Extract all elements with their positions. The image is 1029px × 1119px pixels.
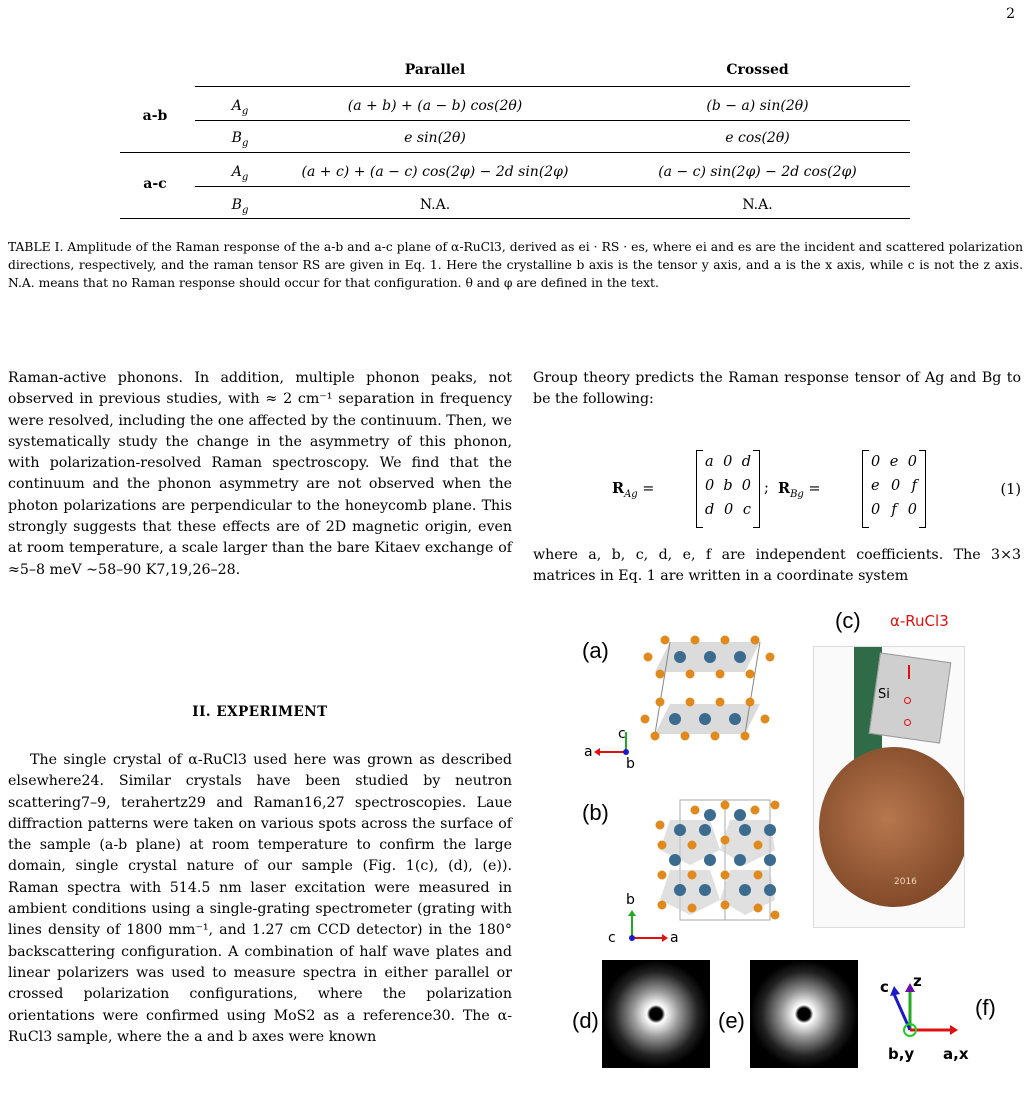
axis-c-label: c — [880, 978, 889, 996]
axis-ax-label: a,x — [943, 1045, 969, 1063]
symmetry-label: $B_g$ — [231, 130, 249, 149]
right-paragraph-1: Group theory predicts the Raman response tensor of Ag and Bg to be the following: — [533, 370, 1021, 408]
axes-f-icon — [880, 980, 960, 1050]
panel-d-label: (d) — [572, 1008, 599, 1033]
page-number: 2 — [1006, 6, 1015, 22]
coin — [819, 747, 965, 907]
equation-1 — [600, 450, 1020, 530]
table-caption: TABLE I. Amplitude of the Raman response of the a-b and a-c plane of α-RuCl3, derived as ei · RS · es, where ei and es are the incident and scattered polarization directions, respectively, and the raman tensor RS are given in Eq. 1. Here the crystalline b axis is the tensor y axis, and a is the x axis, while c is not the z axis. N.A. means that no Raman response should occur for that configuration. θ and φ are defined in the text. — [8, 240, 1023, 290]
tensor-b-label: $R_{Bg}$ = — [778, 480, 821, 500]
rule — [120, 218, 910, 219]
rule — [120, 152, 910, 153]
crossed-cell: (a − c) sin(2φ) − 2d cos(2φ) — [658, 164, 857, 180]
sample-pointer — [908, 665, 910, 679]
symmetry-label: $A_g$ — [231, 98, 249, 117]
symmetry-label: $A_g$ — [231, 164, 249, 183]
axis-c-label: c — [618, 726, 626, 742]
tensor-a-label: $R_{Ag}$ = — [612, 480, 655, 500]
rule — [195, 186, 910, 187]
parallel-cell: (a + c) + (a − c) cos(2φ) − 2d sin(2φ) — [301, 164, 569, 180]
panel-c-label: (c) — [835, 608, 861, 633]
laue-spot — [904, 719, 911, 726]
crystal-side-view — [630, 612, 790, 762]
panel-a-label: (a) — [582, 638, 609, 663]
plane-label: a-c — [143, 176, 167, 192]
axis-b-label: b — [626, 892, 635, 908]
laue-pattern-e — [750, 960, 858, 1068]
crossed-cell: N.A. — [742, 197, 773, 213]
matrix-a: a 0 d 0 b 0 d 0 c — [696, 450, 760, 528]
rule — [195, 86, 910, 87]
plane-label: a-b — [142, 108, 168, 124]
parallel-cell: (a + b) + (a − b) cos(2θ) — [347, 98, 523, 114]
panel-e-label: (e) — [718, 1008, 745, 1033]
section-heading: II. EXPERIMENT — [192, 704, 328, 720]
crossed-cell: (b − a) sin(2θ) — [706, 98, 809, 114]
separator: ; — [764, 480, 769, 496]
parallel-cell: e sin(2θ) — [404, 130, 466, 146]
sample-photo — [813, 646, 965, 928]
equation-number: (1) — [1000, 482, 1021, 498]
header-crossed: Crossed — [726, 62, 789, 78]
axis-z-label: z — [913, 972, 922, 990]
panel-b-label: (b) — [582, 800, 609, 825]
panel-f-label: (f) — [975, 995, 996, 1020]
coin-year: 2016 — [894, 877, 917, 887]
laue-pattern-d — [602, 960, 710, 1068]
laue-spot — [904, 697, 911, 704]
symmetry-label: $B_g$ — [231, 197, 249, 216]
sample-label: α-RuCl3 — [890, 612, 949, 630]
axis-c-label: c — [608, 930, 616, 946]
axes-b-icon — [622, 902, 692, 947]
si-label: Si — [878, 687, 890, 702]
matrix-b: 0 e 0 e 0 f 0 f 0 — [862, 450, 926, 528]
rule — [195, 120, 910, 121]
header-parallel: Parallel — [404, 62, 466, 78]
parallel-cell: N.A. — [419, 197, 451, 213]
axis-a-label: a — [584, 744, 593, 760]
axis-by-label: b,y — [888, 1045, 915, 1063]
figure-1 — [570, 610, 1020, 1080]
axis-b-label: b — [626, 756, 635, 772]
crossed-cell: e cos(2θ) — [725, 130, 790, 146]
right-paragraph-2: where a, b, c, d, e, f are independent coefficients. The 3×3 matrices in Eq. 1 are written in a coordinate system — [533, 547, 1021, 585]
left-paragraph-2: The single crystal of α-RuCl3 used here was grown as described elsewhere24. Similar crystals have been studied by neutron scattering7–9, terahertz29 and Raman16,27 spectroscopies. Laue diffraction patterns were taken on various spots across the surface of the sample (a-b plane) at room temperature to confirm the large domain, single crystal nature of our sample (Fig. 1(c), (d), (e)). Raman spectra with 514.5 nm laser excitation were measured in ambient conditions using a single-grating spectrometer (grating with lines density of 1800 mm⁻¹, and 1.27 cm CCD detector) in the 180° backscattering configuration. A combination of half wave plates and linear polarizers was used to measure spectra in either parallel or crossed polarization configurations, where the polarization orientations were confirmed using MoS2 as a reference30. The α-RuCl3 sample, where the a and b axes were known — [8, 752, 512, 1045]
axis-a-label: a — [670, 930, 679, 946]
left-paragraph-1: Raman-active phonons. In addition, multiple phonon peaks, not observed in previous studies, with ≈ 2 cm⁻¹ separation in frequency were resolved, including the one affected by the continuum. Then, we systematically study the change in the asymmetry of this phonon, with polarization-resolved Raman spectroscopy. We find that the continuum and the phonon asymmetry are not observed when the photon polarizations are perpendicular to the honeycomb plane. This strongly suggests that these effects are of 2D magnetic origin, even at room temperature, a scale larger than the bare Kitaev exchange of ≈5–8 meV ∼58–90 K7,19,26–28. — [8, 370, 512, 578]
